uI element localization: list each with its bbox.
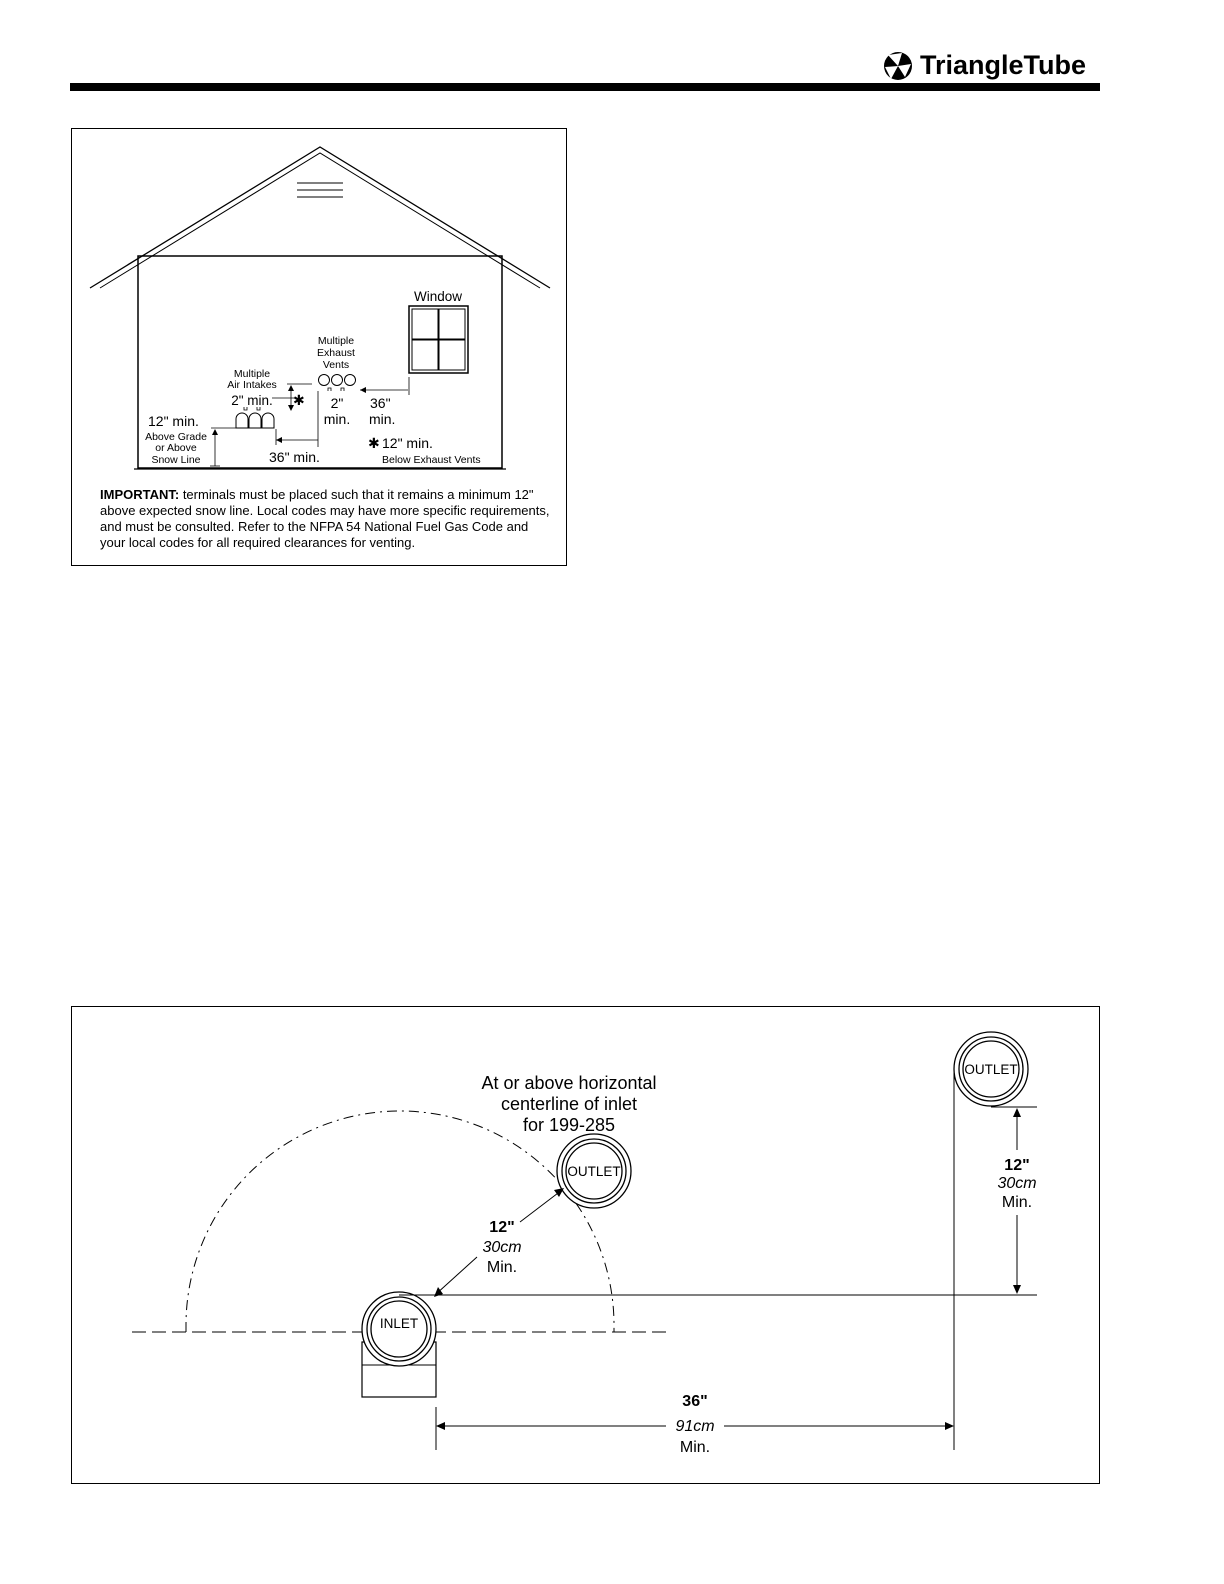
- air-intakes-icon: [236, 407, 274, 428]
- callout-line3: for 199-285: [522, 1115, 616, 1135]
- outlet-label-near: OUTLET: [567, 1164, 621, 1179]
- inlet-pipe: [362, 1292, 436, 1397]
- roof-inner-line: [100, 153, 540, 288]
- radial-clearance-qualifier: Min.: [486, 1259, 518, 1276]
- exhaust-spacing-line1: 2": [330, 395, 344, 411]
- exhaust-label-line1: Multiple: [317, 335, 355, 347]
- arrow-left-icon: [360, 387, 366, 393]
- outlet-label-far: OUTLET: [964, 1062, 1018, 1077]
- below-exhaust-note: Below Exhaust Vents: [382, 454, 481, 466]
- intake-exhaust-distance: 36" min.: [269, 449, 320, 465]
- arrow-up-icon: [212, 429, 218, 435]
- horizontal-clearance-qualifier: Min.: [679, 1439, 711, 1456]
- grade-note-line2: or Above: [155, 442, 197, 454]
- intake-spacing-label: 2" min.: [231, 393, 273, 408]
- arrow-right-icon: [945, 1422, 954, 1430]
- brand-name: TriangleTube: [920, 50, 1087, 80]
- radial-dimension-upper: [520, 1190, 562, 1222]
- important-text: terminals must be placed such that it remains a minimum 12" above expected snow line. Local codes may have more specific requirements, and must be consulted. Refer to the NFPA 54 National Fuel Gas Code and your local codes for all required clearances for venting.: [100, 487, 550, 550]
- brand-logo: [882, 48, 1112, 84]
- horizontal-clearance-imperial: 36": [682, 1393, 708, 1410]
- exhaust-spacing-line2: min.: [323, 411, 351, 427]
- window-clearance-line2: min.: [369, 411, 396, 427]
- intake-label-line1: Multiple: [233, 368, 271, 380]
- radial-clearance-imperial: 12": [489, 1219, 515, 1236]
- arrow-down-icon: [1013, 1285, 1021, 1294]
- arrow-up-icon: [288, 385, 294, 391]
- window-clearance-line1: 36": [370, 395, 391, 411]
- arrow-up-right-icon: [554, 1188, 564, 1197]
- grade-clearance-value: 12" min.: [148, 413, 199, 429]
- vertical-clearance-qualifier: Min.: [1001, 1194, 1033, 1211]
- roof-outer-line: [90, 147, 550, 288]
- arrow-left-icon: [436, 1422, 445, 1430]
- arrow-left-icon: [276, 437, 282, 443]
- vertical-clearance-metric: 30cm: [997, 1175, 1037, 1192]
- window-icon: [409, 306, 468, 373]
- important-note: [100, 487, 550, 551]
- asterisk-icon: ✱: [368, 435, 380, 451]
- asterisk-icon: ✱: [293, 392, 305, 408]
- header-rule: [70, 83, 1100, 91]
- callout-line2: centerline of inlet: [500, 1094, 638, 1114]
- intake-label-line2: Air Intakes: [227, 379, 277, 391]
- figure-house-clearances: [71, 128, 567, 566]
- horizontal-clearance-metric: 91cm: [675, 1418, 715, 1435]
- vertical-clearance-imperial: 12": [1004, 1157, 1030, 1174]
- inlet-label: INLET: [379, 1316, 419, 1331]
- triangle-tube-logo-icon: [882, 50, 918, 86]
- inlet-outlet-diagram: [72, 1007, 1101, 1485]
- important-lead: IMPORTANT:: [100, 487, 180, 502]
- figure-inlet-outlet-clearances: [71, 1006, 1100, 1484]
- radial-clearance-metric: 30cm: [482, 1239, 522, 1256]
- exhaust-label-line3: Vents: [322, 359, 350, 371]
- arrow-up-icon: [1013, 1108, 1021, 1117]
- window-label: Window: [413, 289, 463, 304]
- grade-note-line3: Snow Line: [151, 454, 201, 466]
- below-exhaust-value: 12" min.: [382, 435, 433, 451]
- grade-note-line1: Above Grade: [145, 431, 207, 443]
- radial-dimension-lower: [435, 1257, 477, 1295]
- exhaust-vents-icon: [319, 375, 356, 392]
- exhaust-label-line2: Exhaust: [317, 347, 355, 359]
- callout-line1: At or above horizontal: [481, 1073, 657, 1093]
